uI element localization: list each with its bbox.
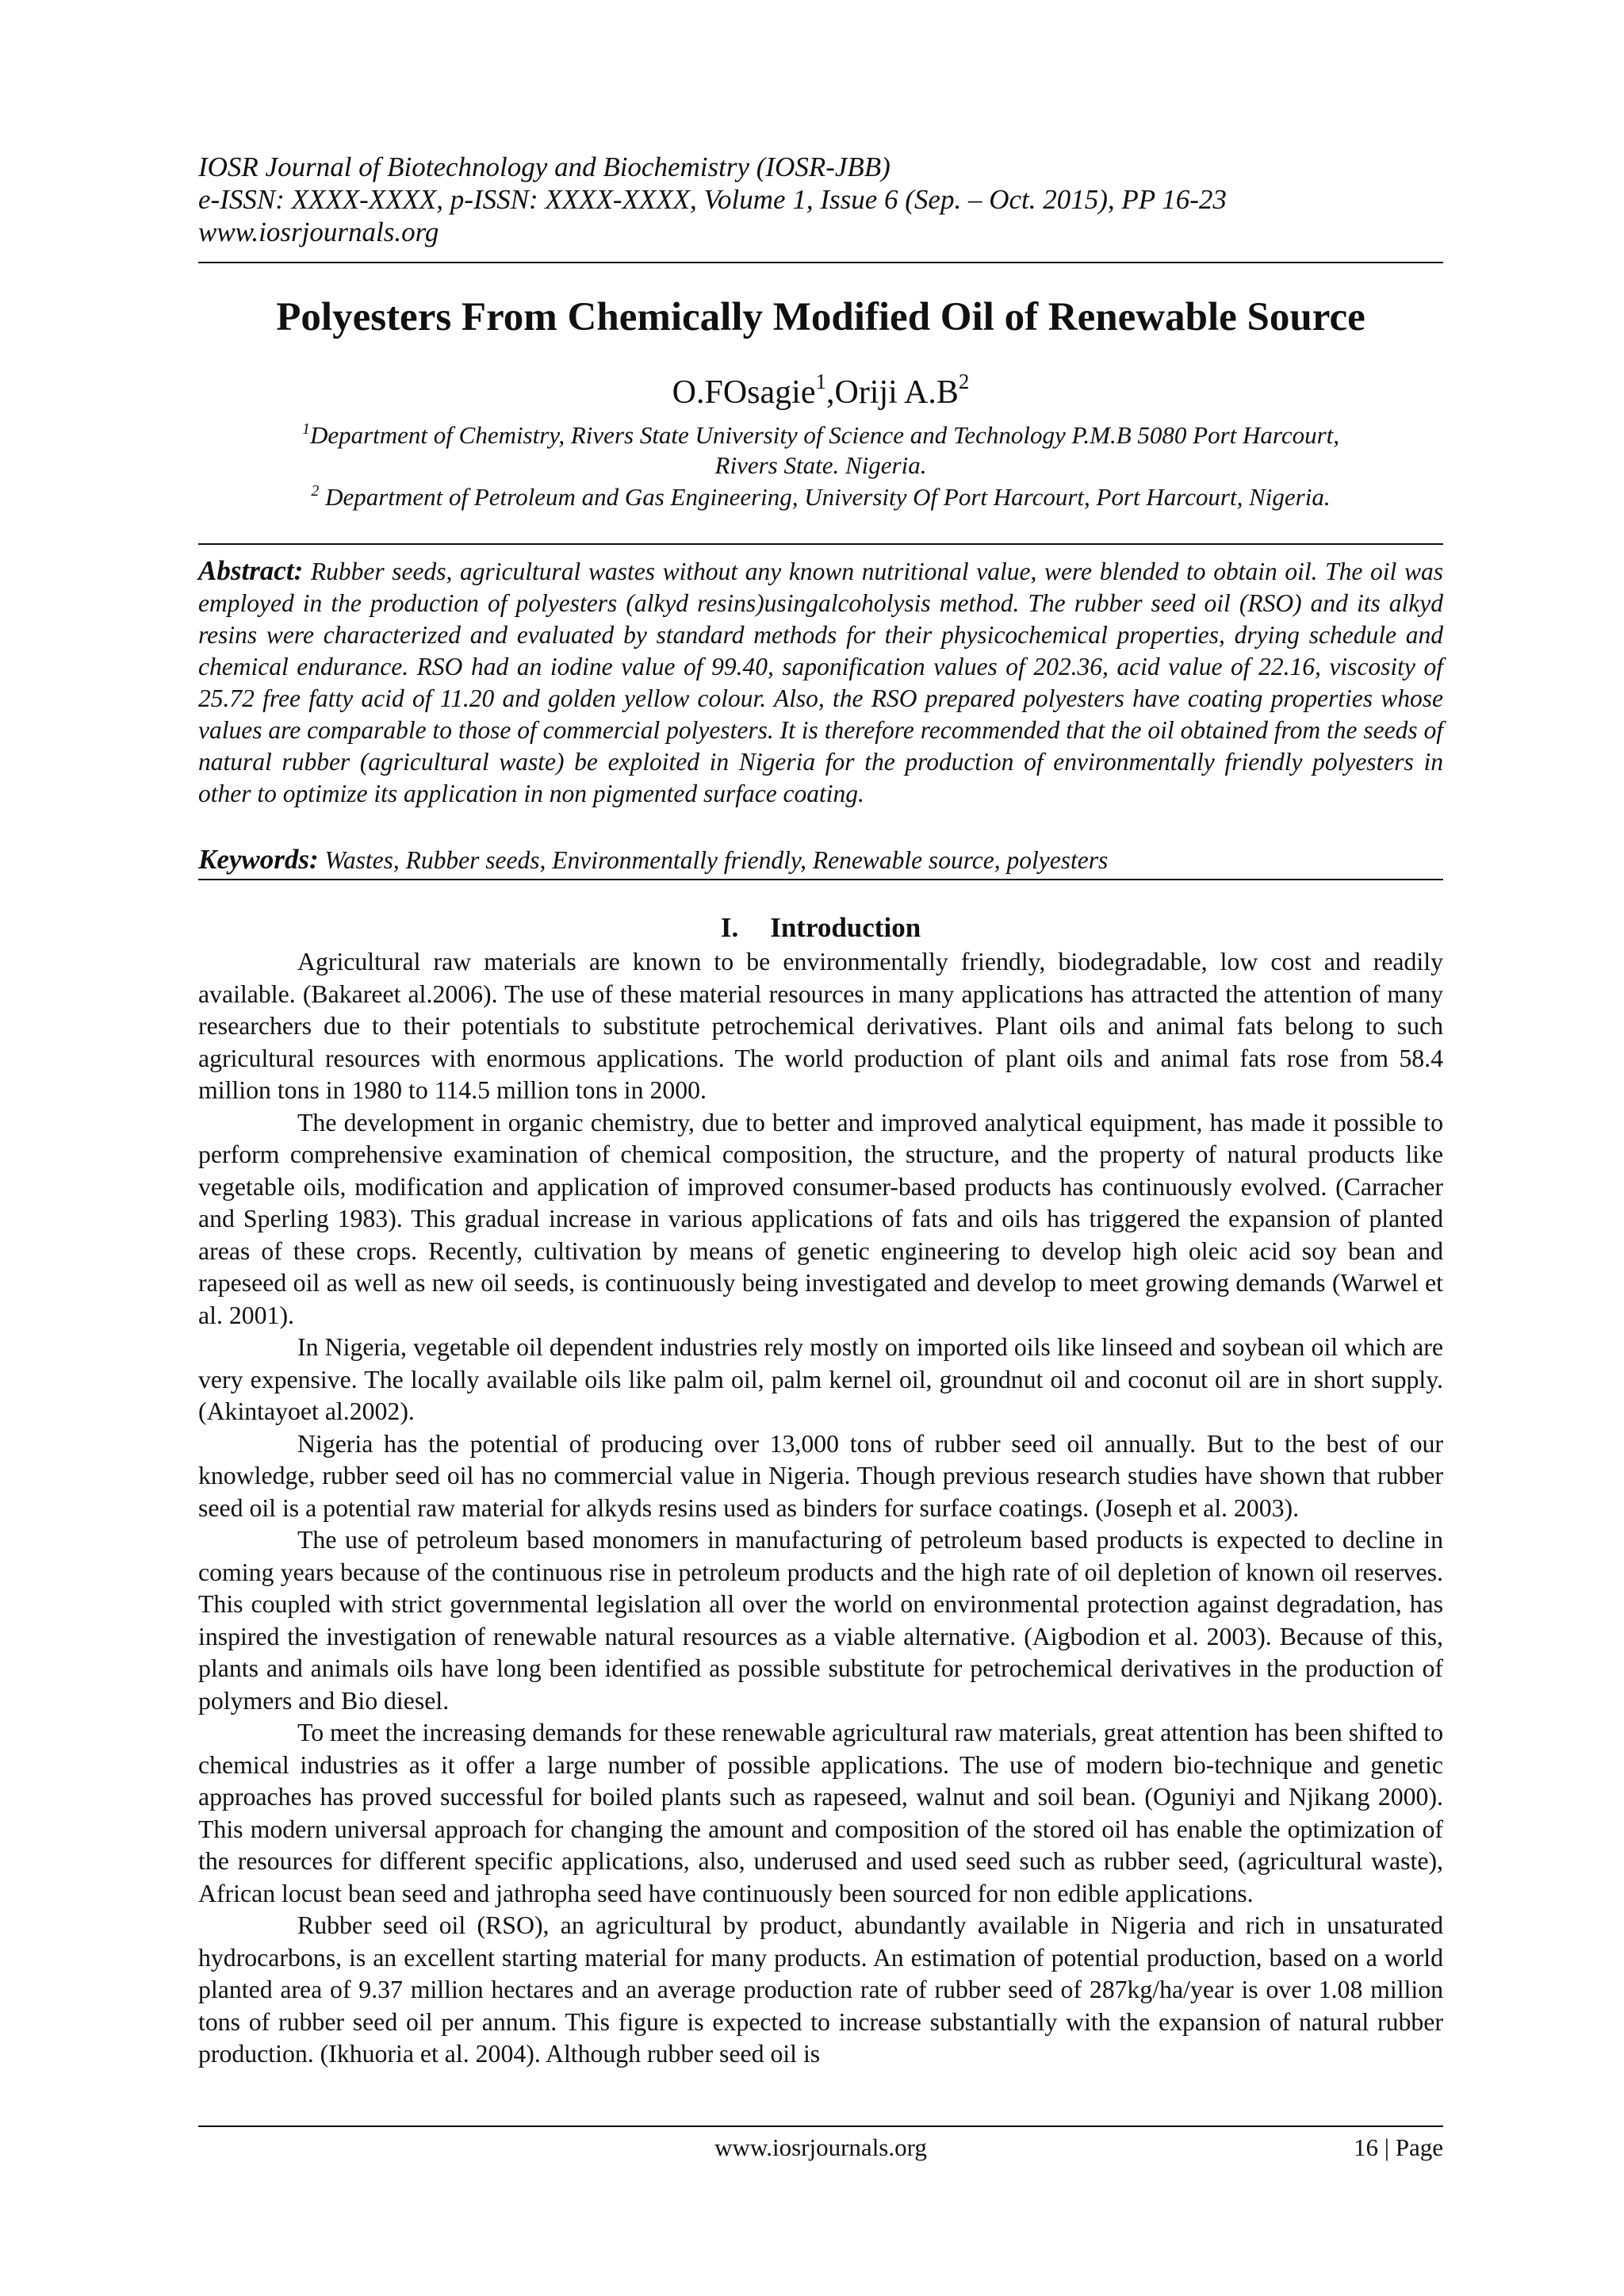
- keywords: [198, 844, 1443, 876]
- paragraph: Nigeria has the potential of producing over 13,000 tons of rubber seed oil annually. But to the best of our knowledge, rubber seed oil has no commercial value in Nigeria. Though previous research studies have shown that rubber seed oil is a potential raw material for alkyds resins used as binders for surface coatings. (Joseph et al. 2003).: [198, 1429, 1443, 1522]
- section-heading: [198, 910, 1443, 945]
- affiliation-2: [198, 482, 1443, 512]
- author-list: [198, 370, 1443, 412]
- affiliation-1: [198, 420, 1443, 450]
- abstract-text: Rubber seeds, agricultural wastes without any known nutritional value, were blended to obtain oil. The oil was employed in the production of polyesters (alkyd resins)usingalcoholysis method. The rubber seed oil (RSO) and its alkyd resins were characterized and evaluated by standard methods for their physicochemical properties, drying schedule and chemical endurance. RSO had an iodine value of 99.40, saponification values of 202.36, acid value of 22.16, viscosity of 25.72 free fatty acid of 11.20 and golden yellow colour. Also, the RSO prepared polyesters have coating properties whose values are comparable to those of commercial polyesters. It is therefore recommended that the oil obtained from the seeds of natural rubber (agricultural waste) be exploited in Nigeria for the production of environmentally friendly polyesters in other to optimize its application in non pigmented surface coating.: [198, 558, 1443, 807]
- affiliation-mark: 2: [311, 482, 320, 500]
- paper-title: Polyesters From Chemically Modified Oil of Renewable Source: [276, 295, 1365, 339]
- author-separator: ,: [825, 374, 835, 411]
- abstract-label: Abstract:: [198, 555, 304, 586]
- abstract-bottom-divider: [198, 879, 1443, 880]
- affiliation-mark: 2: [958, 370, 970, 393]
- abstract: [198, 555, 1443, 810]
- keywords-text: Wastes, Rubber seeds, Environmentally friendly, Renewable source, polyesters: [318, 846, 1109, 874]
- page-number: 16 | Page: [1354, 2133, 1443, 2161]
- paragraph: To meet the increasing demands for these renewable agricultural raw materials, great attention has been shifted to chemical industries as it offer a large number of possible applications. The use of modern bio-technique and genetic approaches has proved successful for boiled plants such as rapeseed, walnut and soil bean. (Oguniyi and Njikang 2000). This modern universal approach for changing the amount and composition of the stored oil has enable the optimization of the resources for different specific applications, also, underused and used seed such as rubber seed, (agricultural waste), African locust bean seed and jathropha seed have continuously been sourced for non edible applications.: [198, 1719, 1443, 1907]
- paper-page: [198, 0, 1443, 2296]
- affiliation-mark: 1: [815, 370, 826, 393]
- journal-website: www.iosrjournals.org: [198, 217, 439, 247]
- journal-issn: e-ISSN: XXXX-XXXX, p-ISSN: XXXX-XXXX, Volume 1, Issue 6 (Sep. – Oct. 2015), PP 16-23: [198, 184, 1227, 215]
- section-title: Introduction: [770, 912, 921, 943]
- affiliation-1-continued: Rivers State. Nigeria.: [714, 451, 927, 479]
- paragraph: Agricultural raw materials are known to be environmentally friendly, biodegradable, low cost and readily available. (Bakareet al.2006). The use of these material resources in many applications has attracted the attention of many researchers due to their potentials to substitute petrochemical derivatives. Plant oils and animal fats belong to such agricultural resources with enormous applications. The world production of plant oils and animal fats rose from 58.4 million tons in 1980 to 114.5 million tons in 2000.: [198, 948, 1443, 1104]
- affiliation-text: Department of Petroleum and Gas Engineering, University Of Port Harcourt, Port Harcourt, Nigeria.: [319, 483, 1331, 511]
- affiliation-text: Department of Chemistry, Rivers State University of Science and Technology P.M.B 5080 Port Harcourt,: [309, 421, 1340, 449]
- journal-header: [198, 151, 1443, 248]
- paragraph: Rubber seed oil (RSO), an agricultural by product, abundantly available in Nigeria and rich in unsaturated hydrocarbons, is an excellent starting material for many products. An estimation of potential production, based on a world planted area of 9.37 million hectares and an average production rate of rubber seed of 287kg/ha/year is over 1.08 million tons of rubber seed oil per annum. This figure is expected to increase substantially with the expansion of natural rubber production. (Ikhuoria et al. 2004). Although rubber seed oil is: [198, 1911, 1443, 2068]
- author-name: Oriji A.B: [834, 374, 959, 411]
- header-divider: [198, 262, 1443, 263]
- body-text: [198, 946, 1443, 2071]
- affiliation-mark: 1: [301, 420, 310, 438]
- footer-divider: [198, 2125, 1443, 2127]
- paragraph: In Nigeria, vegetable oil dependent industries rely mostly on imported oils like linseed and soybean oil which are very expensive. The locally available oils like palm oil, palm kernel oil, groundnut oil and coconut oil are in short supply. (Akintayoet al.2002).: [198, 1333, 1443, 1425]
- section-number: I.: [720, 912, 739, 943]
- journal-name: IOSR Journal of Biotechnology and Biochemistry (IOSR-JBB): [198, 151, 891, 182]
- paragraph: The development in organic chemistry, due to better and improved analytical equipment, has made it possible to perform comprehensive examination of chemical composition, the structure, and the property of natural products like vegetable oils, modification and application of improved consumer-based products has continuously evolved. (Carracher and Sperling 1983). This gradual increase in various applications of fats and oils has triggered the expansion of planted areas of these crops. Recently, cultivation by means of genetic engineering to develop high oleic acid soy bean and rapeseed oil as well as new oil seeds, is continuously being investigated and develop to meet growing demands (Warwel et al. 2001).: [198, 1108, 1443, 1329]
- abstract-top-divider: [198, 543, 1443, 545]
- author-name: O.FOsagie: [672, 374, 816, 411]
- keywords-label: Keywords:: [198, 844, 319, 875]
- footer-url: www.iosrjournals.org: [714, 2133, 927, 2161]
- paragraph: The use of petroleum based monomers in manufacturing of petroleum based products is expected to decline in coming years because of the continuous rise in petroleum products and the high rate of oil depletion of known oil reserves. This coupled with strict governmental legislation all over the world on environmental protection against degradation, has inspired the investigation of renewable natural resources as a viable alternative. (Aigbodion et al. 2003). Because of this, plants and animals oils have long been identified as possible substitute for petrochemical derivatives in the production of polymers and Bio diesel.: [198, 1526, 1443, 1715]
